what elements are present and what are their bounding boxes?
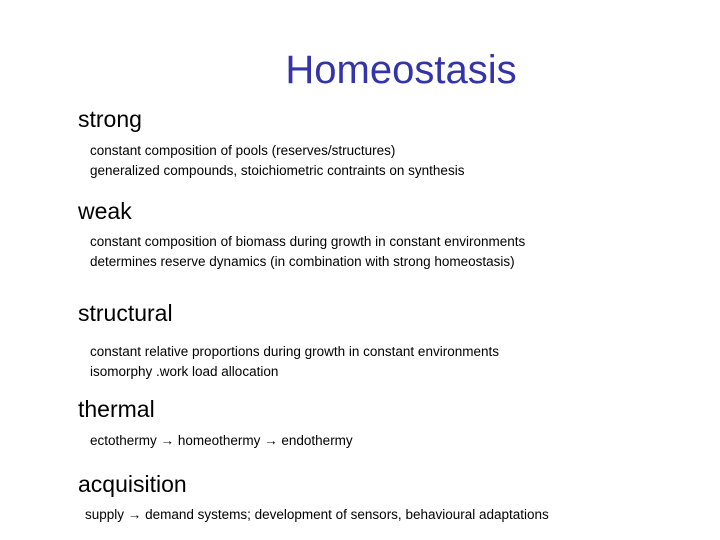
heading-thermal: thermal [78, 396, 155, 422]
structural-line-1: constant relative proportions during growth in constant environments [90, 344, 499, 359]
right-arrow-icon: → [127, 507, 142, 522]
structural-line-2: isomorphy .work load allocation [90, 364, 279, 379]
thermal-part-3: endothermy [281, 433, 353, 448]
right-arrow-icon: → [160, 433, 175, 448]
strong-line-1: constant composition of pools (reserves/structures) [90, 143, 396, 158]
thermal-line [90, 431, 353, 451]
weak-details [90, 232, 525, 272]
weak-line-1: constant composition of biomass during growth in constant environments [90, 234, 526, 249]
structural-details [90, 342, 499, 382]
acquisition-part-2: demand systems; development of sensors, behavioural adaptations [145, 507, 549, 522]
right-arrow-icon: → [264, 433, 278, 448]
strong-details [90, 141, 464, 181]
thermal-details [90, 431, 353, 451]
thermal-part-2: homeothermy [177, 433, 261, 448]
heading-strong: strong [78, 106, 142, 132]
slide-title: Homeostasis [285, 48, 517, 92]
acquisition-part-1: supply [85, 507, 125, 522]
acquisition-details [85, 505, 549, 525]
heading-acquisition: acquisition [78, 471, 187, 497]
thermal-part-1: ectothermy [90, 433, 157, 448]
weak-line-2: determines reserve dynamics (in combination with strong homeostasis) [90, 254, 515, 269]
heading-weak: weak [78, 198, 132, 224]
strong-line-2: generalized compounds, stoichiometric contraints on synthesis [90, 163, 465, 178]
acquisition-line [85, 505, 549, 525]
heading-structural: structural [78, 300, 173, 326]
